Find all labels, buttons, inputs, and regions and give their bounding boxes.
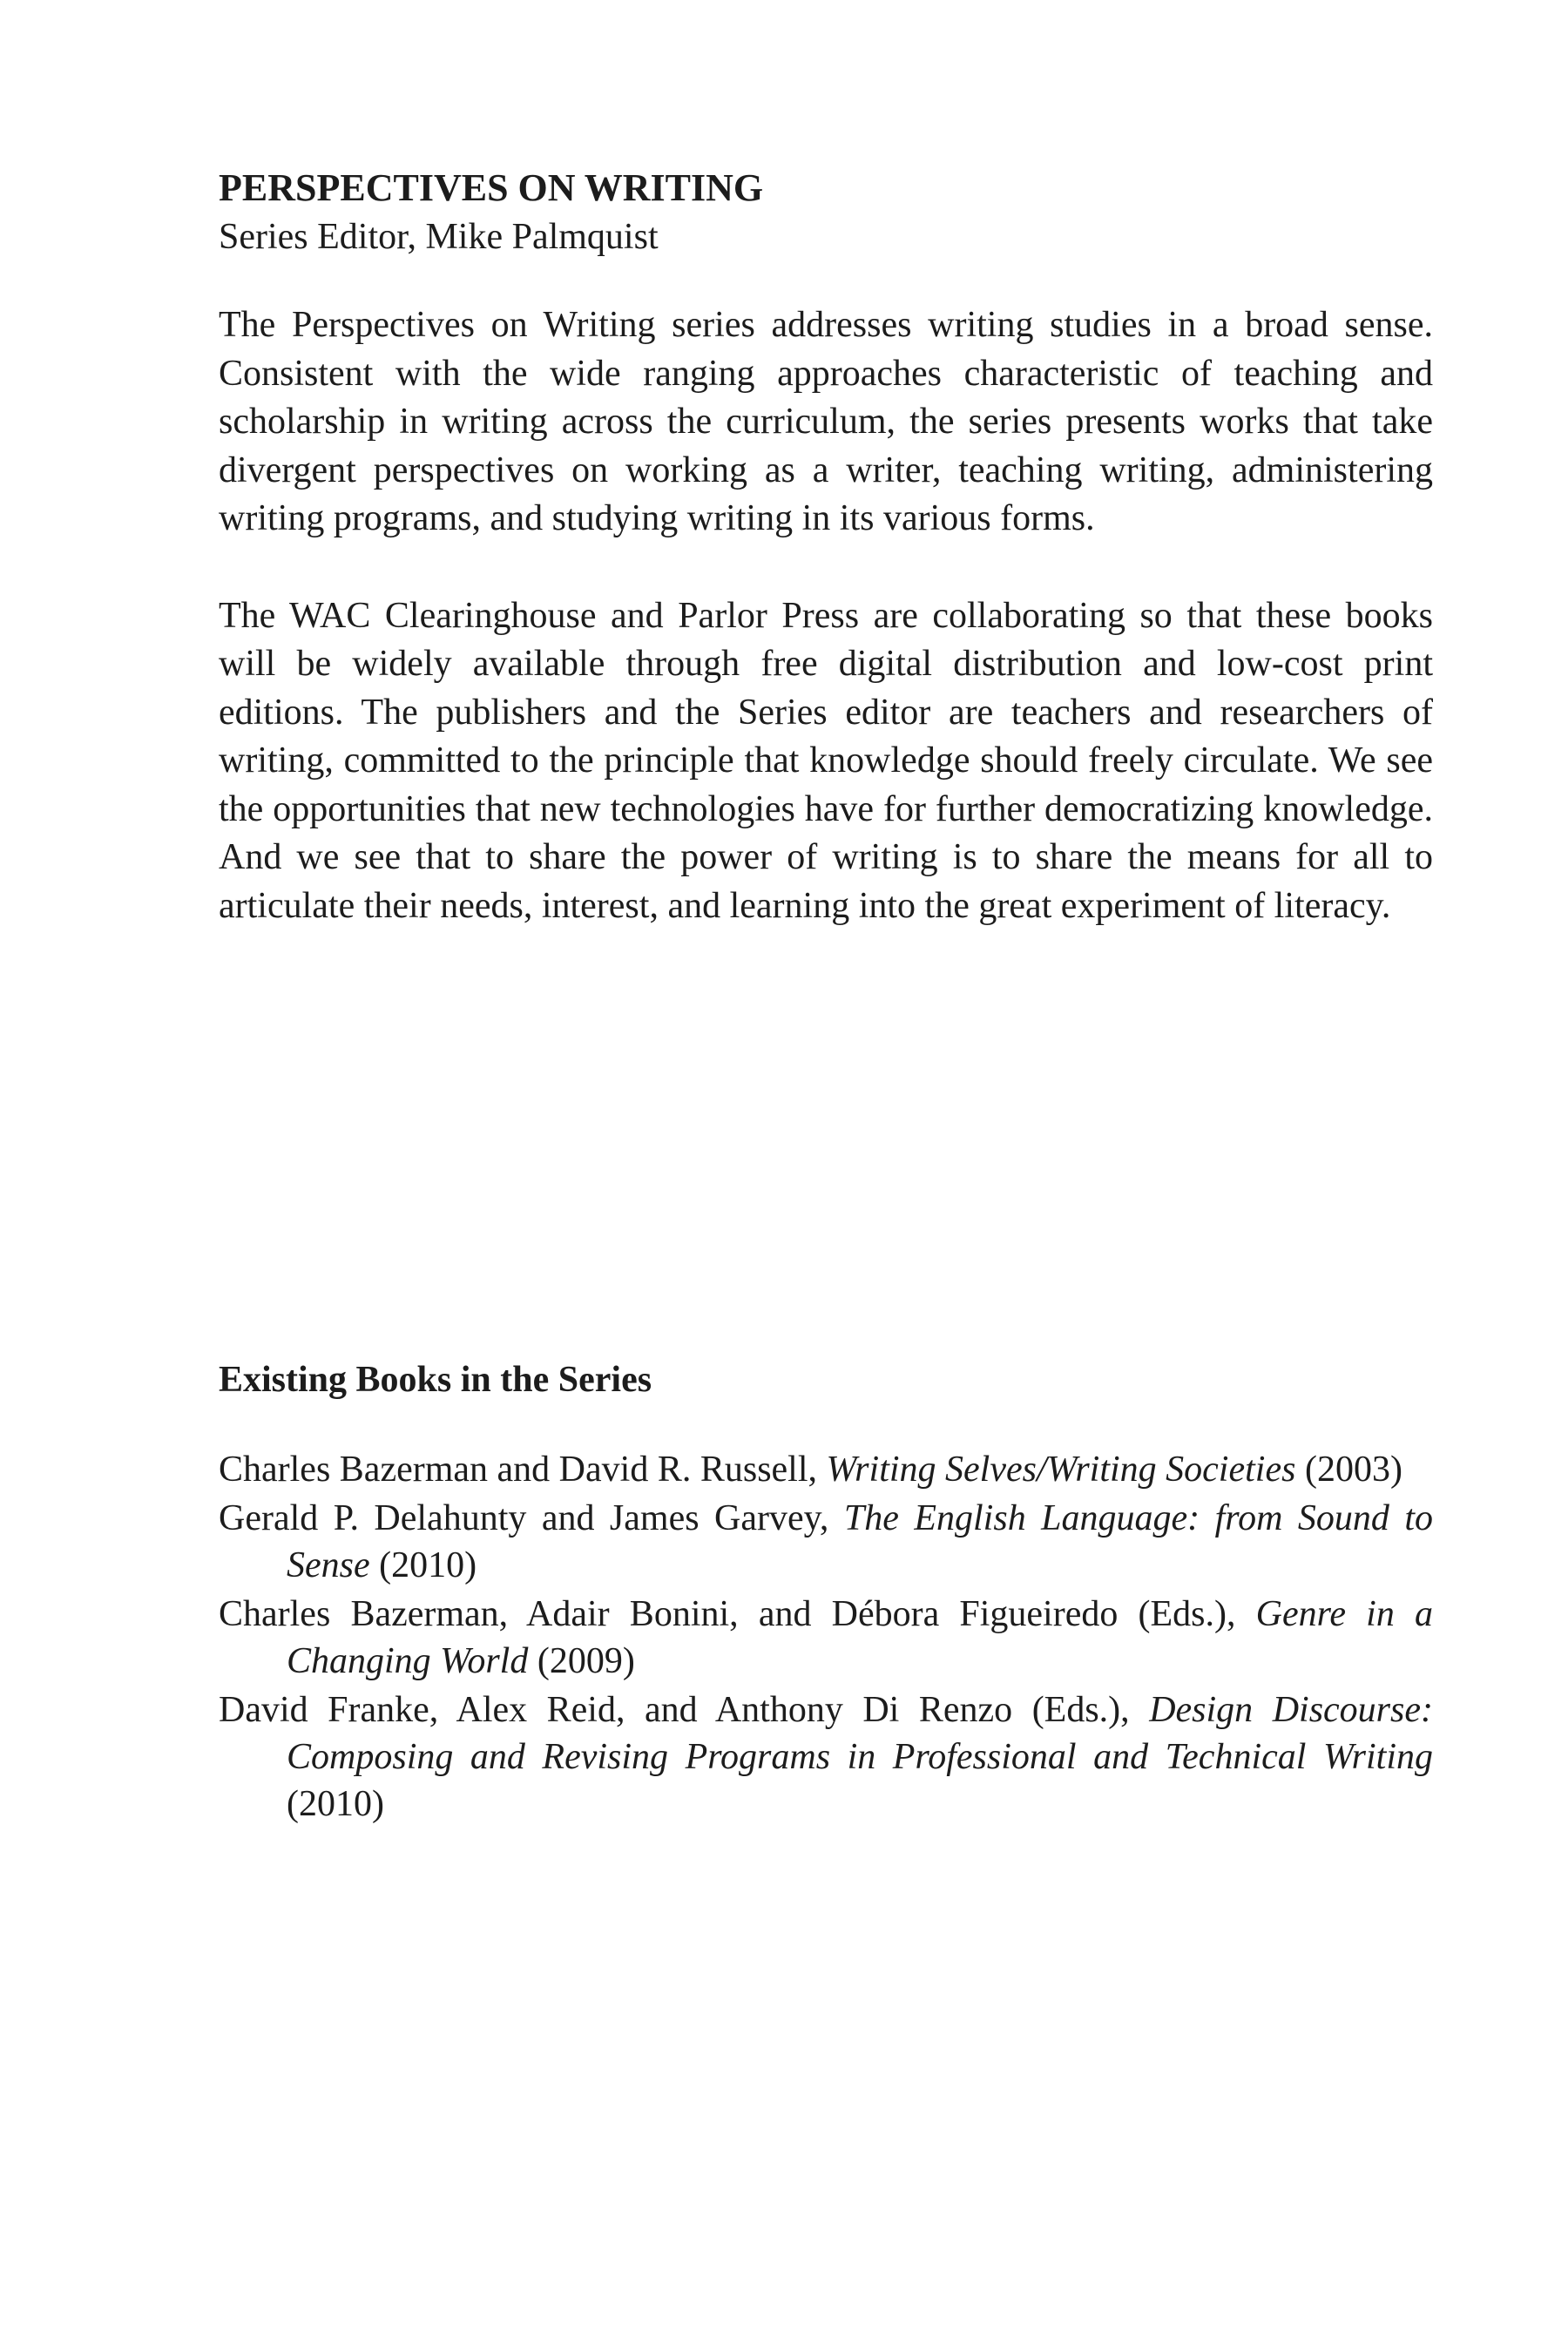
book-title: Design Discourse: Composing and Revising Programs in Professional and Technical Writing: [287, 1690, 1433, 1777]
book-title: Genre in a Changing World: [287, 1594, 1434, 1681]
book-title: The English Language: from Sound to Sense: [287, 1498, 1433, 1585]
series-editor: Series Editor, Mike Palmquist: [219, 217, 659, 257]
existing-books-section: [219, 1355, 1433, 1829]
book-entry: [219, 1495, 1433, 1589]
book-authors: Charles Bazerman, Adair Bonini, and Débora Figueiredo (Eds.),: [219, 1594, 1256, 1634]
book-entry: [219, 1686, 1433, 1828]
book-title: Writing Selves/Writing Societies: [826, 1450, 1296, 1490]
publishers-paragraph: The WAC Clearinghouse and Parlor Press are collaborating so that these books will be widely available through free digital distribution and low-cost print editions. The publishers and the Series editor are teachers and researchers of writing, committed to the principle that knowledge should freely circulate. We see the opportunities that new technologies have for further democratizing knowledge. And we see that to share the power of writing is to share the means for all to articulate their needs, interest, and learning into the great experiment of literacy.: [219, 595, 1433, 926]
series-paragraph: The Perspectives on Writing series addresses writing studies in a broad sense. Consistent with the wide ranging approaches characteristic of teaching and scholarship in writing across the curriculum, the series presents works that take divergent perspectives on working as a writer, teaching writing, administering writing programs, and studying writing in its various forms.: [219, 305, 1433, 538]
book-authors: Charles Bazerman and David R. Russell,: [219, 1450, 827, 1490]
book-authors: Gerald P. Delahunty and James Garvey,: [219, 1498, 844, 1538]
book-entry: [219, 1446, 1433, 1493]
book-year: (2003): [1295, 1450, 1402, 1490]
book-year: (2009): [528, 1641, 635, 1681]
series-description: [219, 164, 1433, 930]
book-list: [219, 1446, 1433, 1828]
book-year: (2010): [287, 1784, 384, 1824]
book-entry: [219, 1591, 1433, 1685]
books-heading: Existing Books in the Series: [219, 1360, 652, 1400]
book-year: (2010): [369, 1545, 477, 1585]
series-title: PERSPECTIVES ON WRITING: [219, 166, 764, 209]
book-authors: David Franke, Alex Reid, and Anthony Di Renzo (Eds.),: [219, 1690, 1150, 1730]
